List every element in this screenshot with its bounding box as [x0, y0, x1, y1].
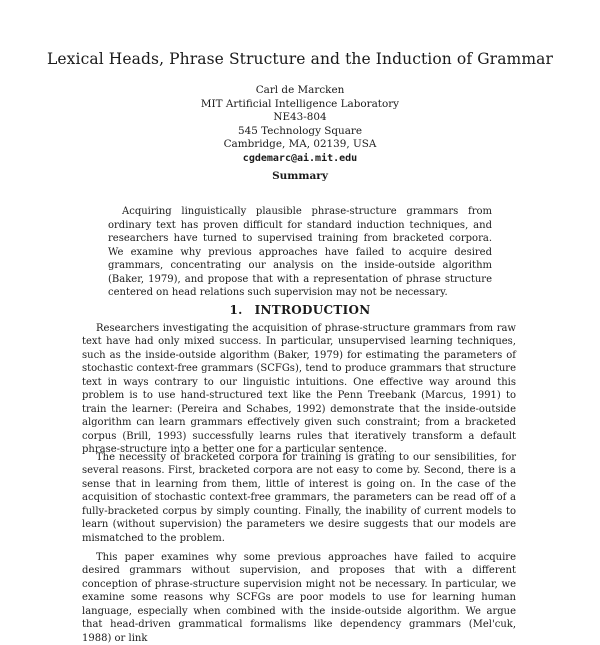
body-paragraph: Researchers investigating the acquisition of phrase-structure grammars from raw text have had only mixed success. In particular, unsupervised learning techniques, such as the inside-outside algorithm (Baker, 1979) for estimating the parameters of stochastic context-free grammars (SCFGs), tend to produce grammars that structure text in ways contrary to our linguistic intuitions. One effective way around this problem is to use hand-structured text like the Penn Treebank (Marcus, 1991) to train the learner: (Pereira and Schabes, 1992) demonstrate that the inside-outside algorithm can learn grammars effectively given such constraint; from a bracketed corpus (Brill, 1993) successfully learns rules that iteratively transform a default phrase-structure into a better one for a particular sentence.	[82, 323, 516, 456]
body-paragraph: This paper examines why some previous approaches have failed to acquire desired grammars without supervision, and proposes that with a different conception of phrase-structure supervision might not be necessary. In particular, we examine some reasons why SCFGs are poor models to use for learning human language, especially when combined with the inside-outside algorithm. We argue that head-driven grammatical formalisms like dependency grammars (Mel'cuk, 1988) or link	[82, 552, 516, 644]
author-street: 545 Technology Square	[237, 124, 363, 137]
body-paragraph: The necessity of bracketed corpora for training is grating to our sensibilities, for several reasons. First, bracketed corpora are not easy to come by. Second, there is a sense that in learning from them, little of interest is going on. In the case of the acquisition of stochastic context-free grammars, the parameters can be read off of a fully-bracketed corpus by simply counting. Finally, the inability of current models to learn (without supervision) the parameters we desire suggests that our models are mismatched to the problem.	[82, 452, 516, 544]
author-name: Carl de Marcken	[255, 84, 345, 96]
abstract-text: Acquiring linguistically plausible phrase-structure grammars from ordinary text has proven difficult for standard induction techniques, and researchers have turned to supervised training from bracketed corpora. We examine why previous approaches have failed to acquire desired grammars, concentrating our analysis on the inside-outside algorithm (Baker, 1979), and propose that with a representation of phrase structure centered on head relations such supervision may not be necessary.	[108, 206, 492, 298]
author-email: cgdemarc@ai.mit.edu	[242, 152, 358, 164]
section-title: INTRODUCTION	[254, 303, 371, 317]
paper-title: Lexical Heads, Phrase Structure and the Induction of Grammar	[47, 50, 553, 68]
author-block	[0, 84, 600, 165]
author-office: NE43-804	[273, 111, 327, 123]
author-city: Cambridge, MA, 02139, USA	[223, 138, 377, 150]
author-affiliation: MIT Artificial Intelligence Laboratory	[200, 97, 400, 110]
section-number: 1.	[229, 303, 243, 317]
section-heading	[0, 303, 600, 317]
summary-heading: Summary	[272, 170, 328, 182]
